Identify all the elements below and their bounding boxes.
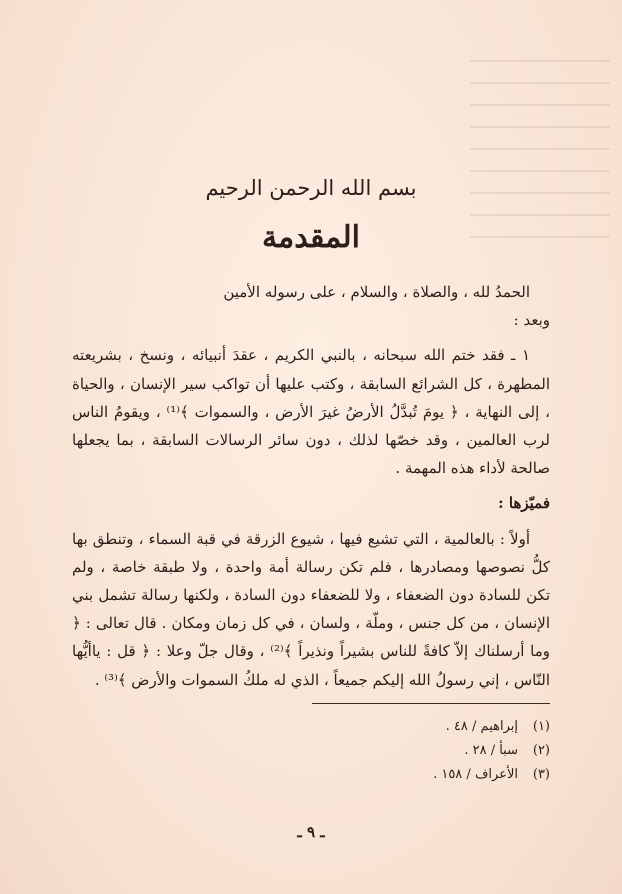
footnotes [320,715,550,787]
footnote-number: (١) [532,719,550,734]
paragraph-2: أولاً : بالعالمية ، التي تشيع فيها ، شيوع الزرقة في قبة السماء ، وتنطق بها كلُّ نصوصها ومصادرها ، فلم تكن رسالة أمة واحدة ، ولا طبقة خاصة ، ولم تكن للسادة دون الضعفاء ، ولا للضعفاء دون السادة ، ولكنها رسالة تشمل بني الإنسان ، من كل جنس ، وملّة ، ولسان ، في كل زمان ومكان . قال تعالى : ﴿ وما أرسلناك إلاّ كافةً للناس بشيراً ونذيراً ﴾⁽²⁾ ، وقال جلّ وعلا : ﴿ قل : ياأيُّها النّاس ، إني رسولُ الله إليكم جميعاً ، الذي له ملكُ السموات والأرض ﴾⁽³⁾ . [72,529,550,689]
paragraph-1: ١ ـ فقد ختم الله سبحانه ، بالنبي الكريم ، عقدَ أنبيائه ، ونسخ ، بشريعته المطهرة ، كل الشرائع السابقة ، وكتب عليها أن تواكب سير الإنسان ، والحياة ، إلى النهاية ، ﴿ يومَ تُبدَّلُ الأرضُ غيرَ الأرض ، والسموات ﴾⁽¹⁾ ، ويقومُ الناس لرب العالمين ، وقد خصّها لذلك ، دون سائر الرسالات السابقة ، بما يجعلها صالحة لأداء هذه المهمة . [72,346,550,478]
footnote-item [320,763,550,787]
footnote-text: إبراهيم / ٤٨ . [445,719,518,734]
body-text [72,278,550,694]
footnote-divider [312,703,550,704]
footnote-item [320,715,550,739]
transition-line: وبعد : [513,311,550,330]
subheading-line: فميّزها : [498,494,550,513]
page-number: ـ ٩ ـ [297,823,325,841]
footnote-text: سبأ / ٢٨ . [464,743,518,758]
opening-line: الحمدُ لله ، والصلاة ، والسلام ، على رسوله الأمين [223,283,530,301]
footnote-number: (٣) [532,767,550,782]
footnote-number: (٢) [532,743,550,758]
footnote-text: الأعراف / ١٥٨ . [433,767,518,782]
footnote-item [320,739,550,763]
chapter-title: المقدمة [262,220,360,255]
basmala-heading: بسم الله الرحمن الرحيم [205,176,417,200]
